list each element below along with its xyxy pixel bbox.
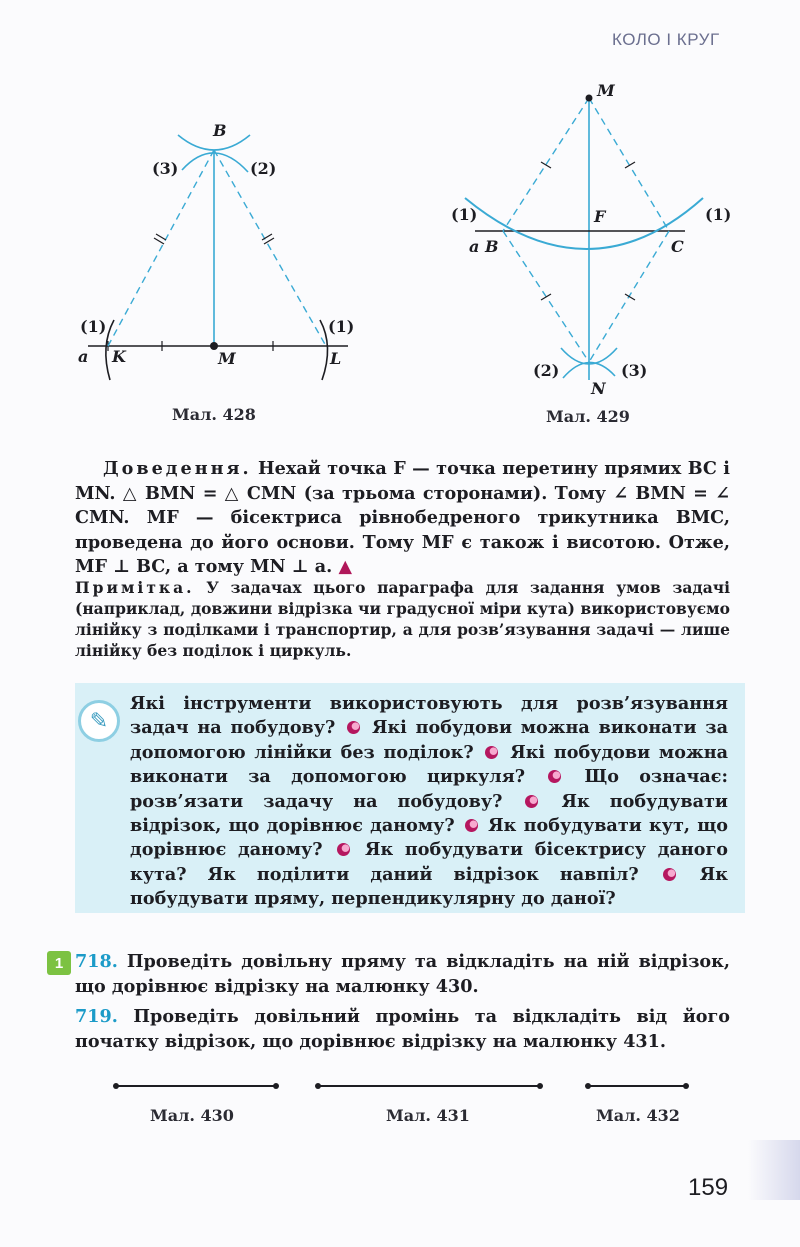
question-item: Які побудови можна виконати за допомогою лінійки без поділок? xyxy=(130,717,728,763)
arc-label-right-429: (1) xyxy=(705,205,732,224)
arc-label-left: (1) xyxy=(80,317,107,336)
question-item: Як побудувати бісектрису даного кута? xyxy=(130,839,728,885)
review-questions xyxy=(130,692,728,912)
arc-label-top-left: (3) xyxy=(152,159,179,178)
exercise-number: 718. xyxy=(75,951,118,972)
proof-heading: Доведення. xyxy=(103,458,252,479)
proof-paragraph xyxy=(75,457,730,580)
point-m-label-429: M xyxy=(597,81,615,100)
point-n-label: N xyxy=(591,379,606,398)
caption-fig-428: Мал. 428 xyxy=(172,405,256,424)
exercise-text: Проведіть довільний промінь та відкладіть від його початку відрізок, що дорівнює відрізку на малюнку 431. xyxy=(75,1006,730,1052)
note-heading: Примітка. xyxy=(75,578,195,597)
exercise-718 xyxy=(75,950,730,999)
bullet-icon xyxy=(548,770,561,783)
point-l-label: L xyxy=(330,349,342,368)
page-number: 159 xyxy=(688,1174,729,1201)
arc-label-left-429: (1) xyxy=(451,205,478,224)
figure-429 xyxy=(445,80,745,400)
caption-fig-432: Мал. 432 xyxy=(596,1106,680,1125)
question-item: Що означає: розв’язати задачу на побудову? xyxy=(130,766,728,812)
figure-428 xyxy=(70,110,370,400)
point-f-label: F xyxy=(594,207,606,226)
point-k-label: K xyxy=(112,347,126,366)
question-item: Які побудови можна виконати за допомогою циркуля? xyxy=(130,741,728,788)
end-of-proof-mark: ▲ xyxy=(338,556,352,577)
exercise-number: 719. xyxy=(75,1006,118,1027)
exercise-text: Проведіть довільну пряму та відкладіть на ній відрізок, що дорівнює відрізку на малюнку 430. xyxy=(75,951,730,997)
point-b-label: B xyxy=(213,121,227,140)
caption-fig-430: Мал. 430 xyxy=(150,1106,234,1125)
caption-fig-431: Мал. 431 xyxy=(386,1106,470,1125)
bullet-icon xyxy=(347,721,360,734)
figure-430 xyxy=(110,1078,282,1094)
bullet-icon xyxy=(663,868,676,881)
note-paragraph xyxy=(75,577,730,661)
figure-432 xyxy=(582,1078,694,1094)
bullet-icon xyxy=(337,843,350,856)
bullet-icon xyxy=(485,746,498,759)
point-m-label: M xyxy=(218,349,236,368)
caption-fig-429: Мал. 429 xyxy=(546,407,630,426)
bullet-icon xyxy=(525,795,538,808)
section-title: КОЛО І КРУГ xyxy=(612,30,720,49)
question-item: Як побудувати пряму, перпендикулярну до даної? xyxy=(130,863,728,910)
figure-431 xyxy=(312,1078,548,1094)
point-b-label-429: B xyxy=(485,237,499,256)
question-item: Як побудувати відрізок, що дорівнює даному? xyxy=(130,790,728,837)
pen-icon: ✎ xyxy=(78,700,120,742)
question-item: Як побудувати кут, що дорівнює даному? xyxy=(130,815,728,861)
arc-label-bottom-left: (2) xyxy=(533,361,560,380)
page-corner-decoration xyxy=(748,1140,800,1200)
arc-label-right: (1) xyxy=(328,317,355,336)
line-a-label-429: a xyxy=(469,237,480,256)
arc-label-bottom-right: (3) xyxy=(621,361,648,380)
note-text: У задачах цього параграфа для задання умов задачі (наприклад, довжини відрізка чи градусної міри кута) використовуємо лінійку з поділками і транспортир, а для розв’язування задачі — лише лінійку без поділок і циркуль. xyxy=(75,578,730,660)
proof-text: Нехай точка F — точка перетину прямих BC і MN. △ BMN = △ CMN (за трьома сторонами). Тому ∠ BMN = ∠ CMN. MF — бісектриса рівнобедреного трикутника BMC, проведена до його основи. Тому MF є також і висотою. Отже, MF ⊥ BC, а тому MN ⊥ a. xyxy=(75,458,730,577)
question-item: Які інструменти використовують для розв’язування задач на побудову? xyxy=(130,693,728,739)
point-c-label: C xyxy=(671,237,684,256)
bullet-icon xyxy=(465,819,478,832)
line-a-label: a xyxy=(78,347,89,366)
question-item: Як поділити даний відрізок навпіл? xyxy=(207,863,639,885)
exercise-719 xyxy=(75,1005,730,1054)
arc-label-top-right: (2) xyxy=(250,159,277,178)
difficulty-level-badge: 1 xyxy=(47,951,71,975)
